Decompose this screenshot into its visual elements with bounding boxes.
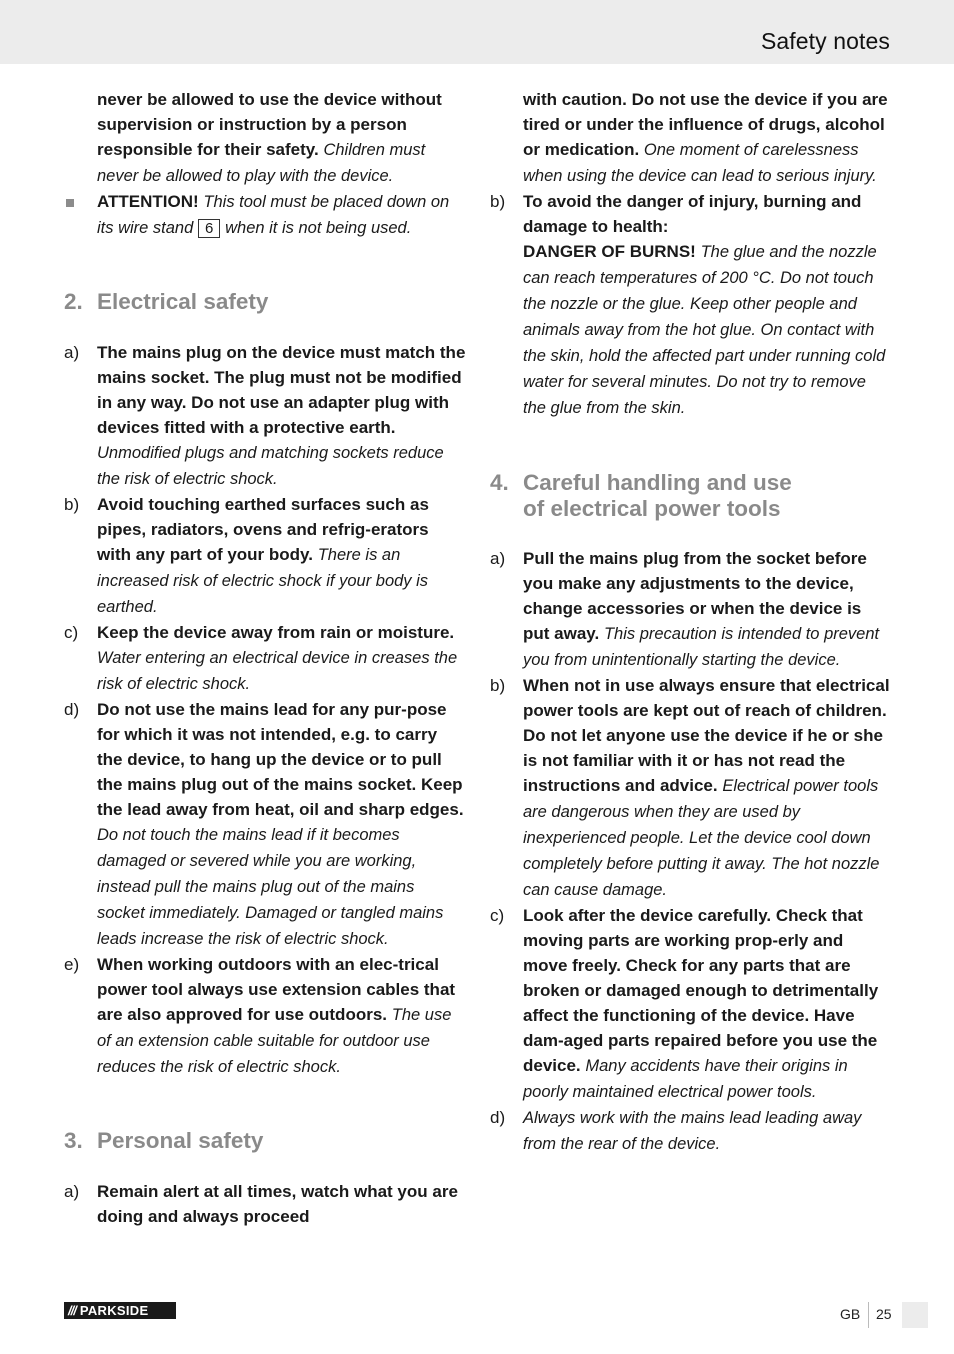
item-italic-text: Many accidents have their origins in poorly maintained electrical power tools. bbox=[523, 1057, 848, 1101]
continued-item bbox=[490, 87, 890, 189]
list-item bbox=[64, 1179, 466, 1229]
item-marker: c) bbox=[64, 623, 79, 642]
section-title-line-1: Careful handling and use bbox=[523, 470, 792, 495]
item-marker: a) bbox=[64, 343, 80, 362]
section-heading-electrical-safety bbox=[64, 289, 466, 315]
item-italic-text: This precaution is intended to prevent you from unintentionally starting the device. bbox=[523, 625, 880, 669]
attention-text-before: This tool must be placed down on its wire stand bbox=[97, 193, 450, 237]
item-italic-text: Do not touch the mains lead if it becomes damaged or severed while you are working, instead pull the mains plug out of the mains socket immediately. Damaged or tangled mains leads increase the risk of electric shock. bbox=[97, 826, 444, 948]
list-item bbox=[490, 903, 890, 1105]
item-marker: a) bbox=[64, 1182, 80, 1201]
right-column bbox=[490, 87, 890, 1157]
continued-bold: with caution. Do not use the device if you are tired or under the influence of drugs, alcohol or medication. bbox=[523, 90, 888, 159]
attention-item bbox=[64, 189, 466, 241]
item-bold-text: The mains plug on the device must match the mains socket. The plug must not be modified in any way. Do not use an adapter plug with devices fitted with a protective earth. bbox=[97, 343, 466, 437]
list-item bbox=[64, 492, 466, 620]
item-italic-text: Always work with the mains lead leading away from the rear of the device. bbox=[523, 1109, 862, 1153]
item-bold-text: Pull the mains plug from the socket before you make any adjustments to the device, change accessories or when the device is put away. bbox=[523, 549, 867, 643]
continued-italic: Children must never be allowed to play with the device. bbox=[97, 141, 426, 185]
item-marker: b) bbox=[490, 192, 506, 211]
list-item bbox=[64, 620, 466, 697]
section-number: 2. bbox=[64, 289, 83, 314]
item-italic-text: The use of an extension cable suitable for outdoor use reduces the risk of electric shock. bbox=[97, 1006, 452, 1076]
item-bold-text: Avoid touching earthed surfaces such as pipes, radiators, ovens and refrig-erators with any part of your body. bbox=[97, 495, 429, 564]
continued-italic: One moment of carelessness when using the device can lead to serious injury. bbox=[523, 141, 877, 185]
item-bold-text: When not in use always ensure that electrical power tools are kept out of reach of children. Do not let anyone use the device if he or she is not familiar with it or has not read the instructions and advice. bbox=[523, 676, 890, 795]
list-item bbox=[490, 1105, 890, 1157]
item-bold-text: Look after the device carefully. Check that moving parts are working prop-erly and move freely. Check for any parts that are broken or damaged enough to detrimentally affect the functioning of the device. Have dam-aged parts repaired before you use the device. bbox=[523, 906, 879, 1075]
list-item bbox=[490, 546, 890, 673]
logo-stripes: /// bbox=[68, 1303, 76, 1318]
attention-label: ATTENTION! bbox=[97, 192, 199, 211]
list-item bbox=[490, 189, 890, 421]
item-marker: d) bbox=[490, 1108, 506, 1127]
logo-text: PARKSIDE bbox=[79, 1303, 149, 1318]
page-number: 25 bbox=[876, 1306, 892, 1322]
item-marker: e) bbox=[64, 955, 80, 974]
item-bold-text: To avoid the danger of injury, burning and damage to health: bbox=[523, 192, 862, 236]
section-title-line-2: of electrical power tools bbox=[523, 496, 781, 521]
item-bold-text: When working outdoors with an elec-trical power tool always use extension cables that are also approved for use outdoors. bbox=[97, 955, 456, 1024]
list-item bbox=[64, 952, 466, 1080]
item-marker: a) bbox=[490, 549, 506, 568]
square-bullet-icon bbox=[66, 199, 74, 207]
language-code: GB bbox=[840, 1306, 861, 1322]
item-marker: d) bbox=[64, 700, 80, 719]
section-title: Personal safety bbox=[97, 1128, 264, 1153]
item-italic-text: Water entering an electrical device in creases the risk of electric shock. bbox=[97, 649, 458, 693]
attention-text-after: when it is not being used. bbox=[225, 219, 412, 237]
item-bold-text: Keep the device away from rain or moisture. bbox=[97, 623, 455, 642]
item-bold-text: Remain alert at all times, watch what you are doing and always proceed bbox=[97, 1182, 458, 1226]
list-item bbox=[490, 673, 890, 903]
section-number: 4. bbox=[490, 470, 509, 495]
section-number: 3. bbox=[64, 1128, 83, 1153]
section-heading-careful-handling bbox=[490, 470, 890, 522]
parkside-logo bbox=[64, 1302, 176, 1319]
item-marker: c) bbox=[490, 906, 505, 925]
left-column bbox=[64, 87, 466, 1229]
section-heading-personal-safety bbox=[64, 1128, 466, 1154]
list-item bbox=[64, 340, 466, 492]
continued-item bbox=[64, 87, 466, 189]
item-italic-text: Unmodified plugs and matching sockets reduce the risk of electric shock. bbox=[97, 444, 444, 488]
item-italic-text: The glue and the nozzle can reach temperatures of 200 °C. Do not touch the nozzle or the glue. Keep other people and animals away from the hot glue. On contact with the skin, hold the affected part under running cold water for several minutes. Do not try to remove the glue from the skin. bbox=[523, 243, 886, 417]
item-italic-text: Electrical power tools are dangerous when they are used by inexperienced people. Let the device cool down completely before putting it away. The hot nozzle can cause damage. bbox=[523, 777, 880, 899]
list-item bbox=[64, 697, 466, 952]
continued-bold: never be allowed to use the device without supervision or instruction by a person responsible for their safety. bbox=[97, 90, 442, 159]
item-italic-text: There is an increased risk of electric shock if your body is earthed. bbox=[97, 546, 429, 616]
page-title: Safety notes bbox=[760, 28, 890, 54]
item-marker: b) bbox=[64, 495, 80, 514]
footer-tab bbox=[902, 1302, 928, 1328]
figure-reference-box: 6 bbox=[198, 219, 220, 238]
danger-label: DANGER OF BURNS! bbox=[523, 242, 696, 261]
item-marker: b) bbox=[490, 676, 506, 695]
footer-divider bbox=[868, 1302, 869, 1328]
section-title: Electrical safety bbox=[97, 289, 269, 314]
item-bold-text: Do not use the mains lead for any pur-pose for which it was not intended, e.g. to carry the device, to hang up the device or to pull the mains plug out of the mains socket. Keep the lead away from heat, oil and sharp edges. bbox=[97, 700, 464, 819]
